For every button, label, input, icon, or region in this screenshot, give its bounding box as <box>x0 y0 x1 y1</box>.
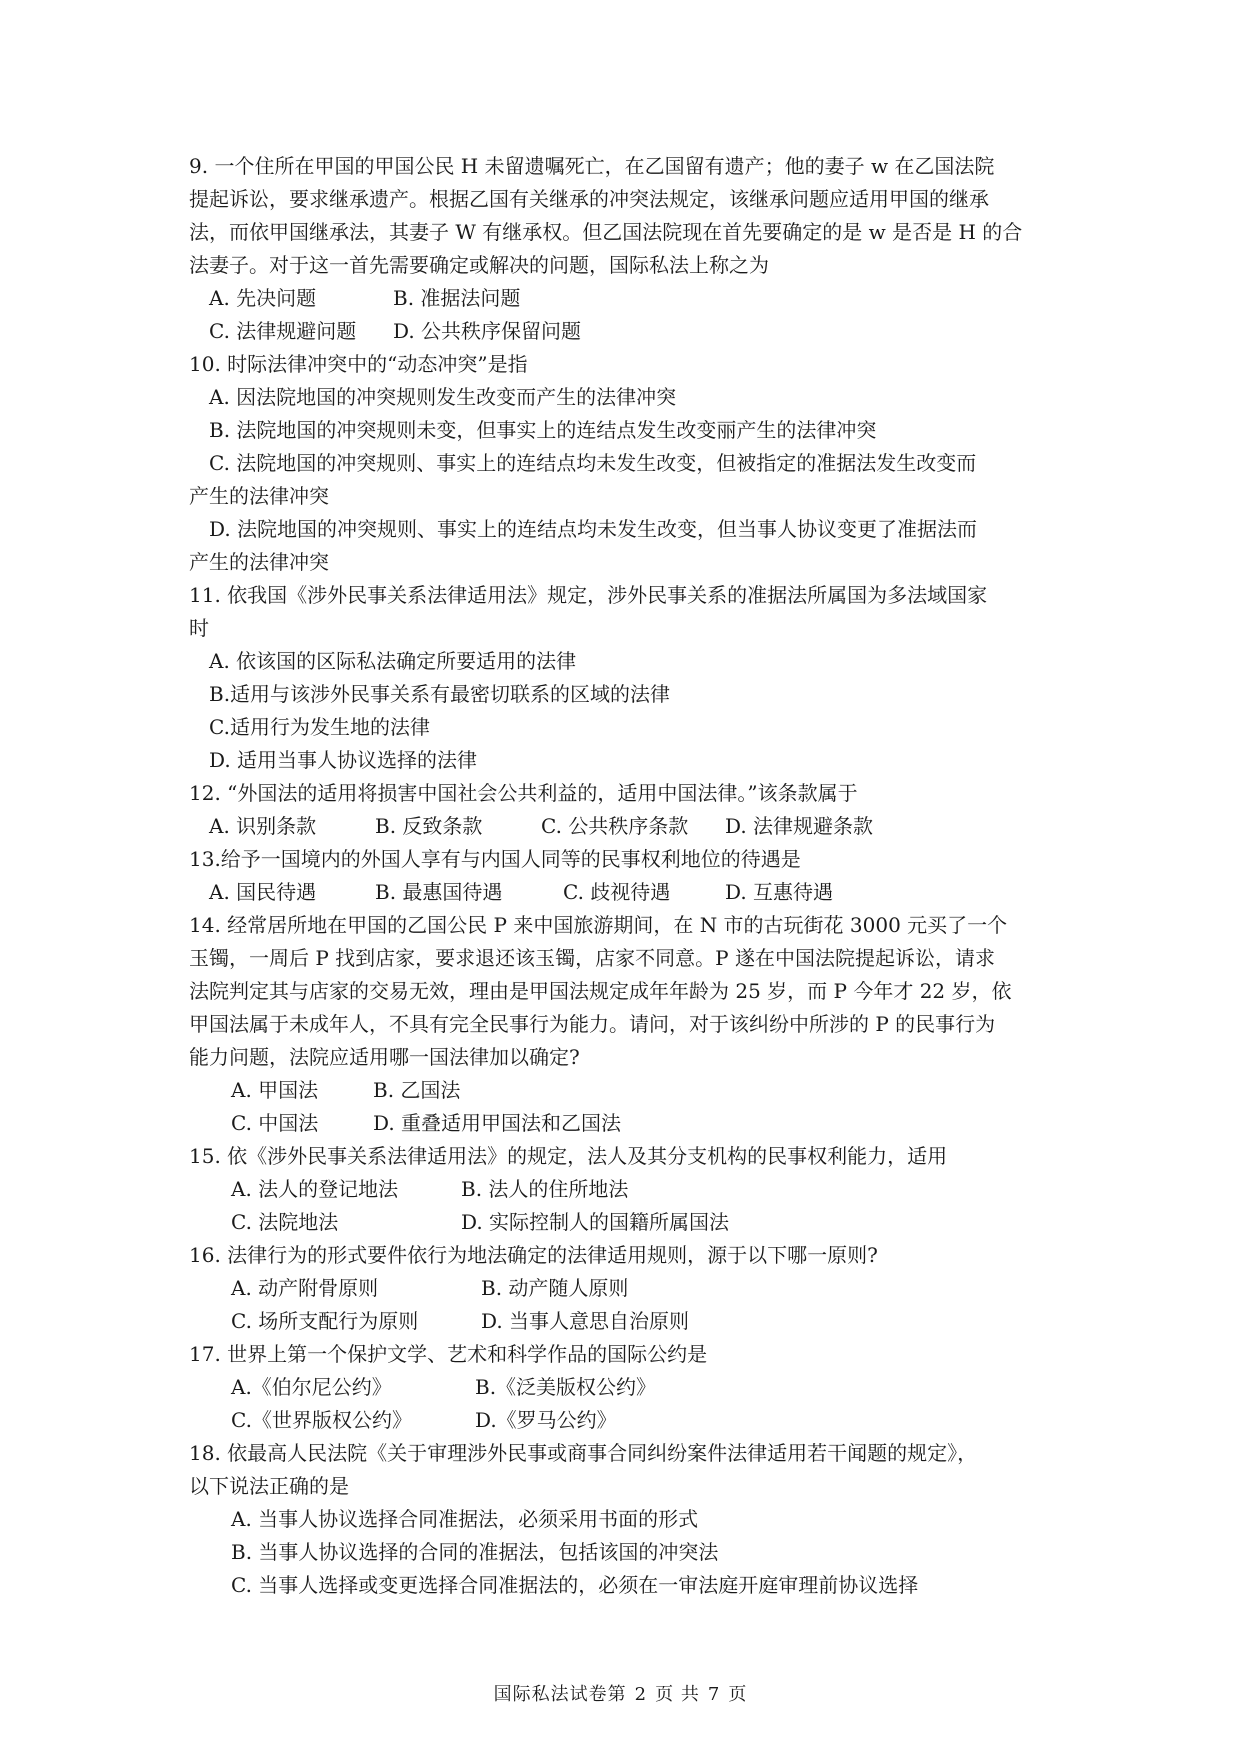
question-17-options-row-1 <box>189 1371 1069 1404</box>
question-9-option-d: D. 公共秩序保留问题 <box>393 319 582 343</box>
question-14-line-5: 能力问题，法院应适用哪一国法律加以确定? <box>189 1045 580 1069</box>
question-15-option-c: C. 法院地法 <box>231 1210 339 1234</box>
question-17-option-d: D.《罗马公约》 <box>475 1408 617 1432</box>
question-14-option-c: C. 中国法 <box>231 1111 319 1135</box>
question-13-option-b: B. 最惠国待遇 <box>375 880 503 904</box>
question-10 <box>189 348 1069 579</box>
question-10-option-c: C. 法院地国的冲突规则、事实上的连结点均未发生改变，但被指定的准据法发生改变而 <box>209 451 977 475</box>
question-11 <box>189 579 1069 777</box>
footer-page-number: 2 <box>634 1684 648 1705</box>
question-15-option-a: A. 法人的登记地法 <box>231 1177 399 1201</box>
question-12-option-a: A. 识别条款 <box>209 814 317 838</box>
question-17-option-b: B.《泛美版权公约》 <box>475 1375 657 1399</box>
question-18-option-c: C. 当事人选择或变更选择合同准据法的，必须在一审法庭开庭审理前协议选择 <box>231 1573 919 1597</box>
question-16-option-b: B. 动产随人原则 <box>481 1276 629 1300</box>
question-10-stem: 10. 时际法律冲突中的“动态冲突”是指 <box>189 352 528 376</box>
question-12-option-d: D. 法律规避条款 <box>725 814 874 838</box>
question-9-option-b: B. 准据法问题 <box>393 286 521 310</box>
question-18-option-b: B. 当事人协议选择的合同的准据法，包括该国的冲突法 <box>231 1540 719 1564</box>
question-14 <box>189 909 1069 1140</box>
page-footer <box>0 1680 1241 1706</box>
question-15-stem: 15. 依《涉外民事关系法律适用法》的规定，法人及其分支机构的民事权利能力，适用 <box>189 1144 948 1168</box>
question-9-option-a: A. 先决问题 <box>209 286 317 310</box>
question-16-stem: 16. 法律行为的形式要件依行为地法确定的法律适用规则，源于以下哪一原则? <box>189 1243 878 1267</box>
question-11-stem-cont: 时 <box>189 616 209 640</box>
question-14-options-row-2 <box>189 1107 1069 1140</box>
question-18-option-a: A. 当事人协议选择合同准据法，必须采用书面的形式 <box>231 1507 699 1531</box>
question-16-option-d: D. 当事人意思自治原则 <box>481 1309 690 1333</box>
question-16-options-row-2 <box>189 1305 1069 1338</box>
question-12-option-c: C. 公共秩序条款 <box>541 814 689 838</box>
question-9-line-2: 提起诉讼，要求继承遗产。根据乙国有关继承的冲突法规定，该继承问题应适用甲国的继承 <box>189 187 989 211</box>
question-14-option-b: B. 乙国法 <box>373 1078 461 1102</box>
footer-suffix: 页 <box>728 1684 748 1705</box>
question-13-option-d: D. 互惠待遇 <box>725 880 834 904</box>
question-13-stem: 13.给予一国境内的外国人享有与内国人同等的民事权利地位的待遇是 <box>189 847 801 871</box>
footer-total-pages: 7 <box>707 1684 721 1705</box>
question-10-option-c-cont: 产生的法律冲突 <box>189 484 329 508</box>
question-12-option-b: B. 反致条款 <box>375 814 483 838</box>
question-13-option-a: A. 国民待遇 <box>209 880 317 904</box>
question-14-line-1: 14. 经常居所地在甲国的乙国公民 P 来中国旅游期间，在 N 市的古玩街花 3000 元买了一个 <box>189 913 1008 937</box>
question-9 <box>189 150 1069 348</box>
question-12-options <box>189 810 1069 843</box>
question-13-options <box>189 876 1069 909</box>
question-10-option-d: D. 法院地国的冲突规则、事实上的连结点均未发生改变，但当事人协议变更了准据法而 <box>209 517 978 541</box>
question-9-line-4: 法妻子。对于这一首先需要确定或解决的问题，国际私法上称之为 <box>189 253 769 277</box>
question-10-option-d-cont: 产生的法律冲突 <box>189 550 329 574</box>
question-10-option-a: A. 因法院地国的冲突规则发生改变而产生的法律冲突 <box>209 385 677 409</box>
footer-prefix: 国际私法试卷第 <box>493 1684 627 1705</box>
question-15 <box>189 1140 1069 1239</box>
question-14-line-2: 玉镯，一周后 P 找到店家，要求退还该玉镯，店家不同意。P 遂在中国法院提起诉讼，请求 <box>189 946 995 970</box>
question-17-option-a: A.《伯尔尼公约》 <box>231 1375 392 1399</box>
question-14-line-4: 甲国法属于未成年人，不具有完全民事行为能力。请问，对于该纠纷中所涉的 P 的民事行为 <box>189 1012 996 1036</box>
exam-content <box>189 150 1069 1602</box>
question-9-line-1: 9. 一个住所在甲国的甲国公民 H 未留遗嘱死亡，在乙国留有遗产；他的妻子 w 在乙国法院 <box>189 154 995 178</box>
question-14-option-a: A. 甲国法 <box>231 1078 319 1102</box>
question-13 <box>189 843 1069 909</box>
question-17-stem: 17. 世界上第一个保护文学、艺术和科学作品的国际公约是 <box>189 1342 708 1366</box>
question-17 <box>189 1338 1069 1437</box>
question-16-option-c: C. 场所支配行为原则 <box>231 1309 419 1333</box>
question-15-option-d: D. 实际控制人的国籍所属国法 <box>461 1210 730 1234</box>
question-17-option-c: C.《世界版权公约》 <box>231 1408 412 1432</box>
question-18-stem-cont: 以下说法正确的是 <box>189 1474 349 1498</box>
question-9-options-row-1 <box>189 282 1069 315</box>
question-17-options-row-2 <box>189 1404 1069 1437</box>
question-14-option-d: D. 重叠适用甲国法和乙国法 <box>373 1111 622 1135</box>
question-11-option-d: D. 适用当事人协议选择的法律 <box>209 748 478 772</box>
footer-mid: 页 共 <box>655 1684 700 1705</box>
question-18 <box>189 1437 1069 1602</box>
question-11-option-b: B.适用与该涉外民事关系有最密切联系的区域的法律 <box>209 682 671 706</box>
question-12-stem: 12. “外国法的适用将损害中国社会公共利益的，适用中国法律。”该条款属于 <box>189 781 858 805</box>
question-11-option-c: C.适用行为发生地的法律 <box>209 715 430 739</box>
question-10-option-b: B. 法院地国的冲突规则未变，但事实上的连结点发生改变丽产生的法律冲突 <box>209 418 877 442</box>
question-9-options-row-2 <box>189 315 1069 348</box>
question-15-options-row-1 <box>189 1173 1069 1206</box>
question-16 <box>189 1239 1069 1338</box>
question-16-options-row-1 <box>189 1272 1069 1305</box>
question-9-option-c: C. 法律规避问题 <box>209 319 357 343</box>
question-13-option-c: C. 歧视待遇 <box>563 880 671 904</box>
question-12 <box>189 777 1069 843</box>
question-11-stem: 11. 依我国《涉外民事关系法律适用法》规定，涉外民事关系的准据法所属国为多法域国家 <box>189 583 988 607</box>
question-14-line-3: 法院判定其与店家的交易无效，理由是甲国法规定成年年龄为 25 岁，而 P 今年才 22 岁，依 <box>189 979 1012 1003</box>
question-14-options-row-1 <box>189 1074 1069 1107</box>
question-15-options-row-2 <box>189 1206 1069 1239</box>
question-9-line-3: 法，而依甲国继承法，其妻子 W 有继承权。但乙国法院现在首先要确定的是 w 是否是 H 的合 <box>189 220 1023 244</box>
question-11-option-a: A. 依该国的区际私法确定所要适用的法律 <box>209 649 577 673</box>
question-15-option-b: B. 法人的住所地法 <box>461 1177 629 1201</box>
question-18-stem: 18. 依最高人民法院《关于审理涉外民事或商事合同纠纷案件法律适用若干闻题的规定》， <box>189 1441 978 1465</box>
question-16-option-a: A. 动产附骨原则 <box>231 1276 379 1300</box>
